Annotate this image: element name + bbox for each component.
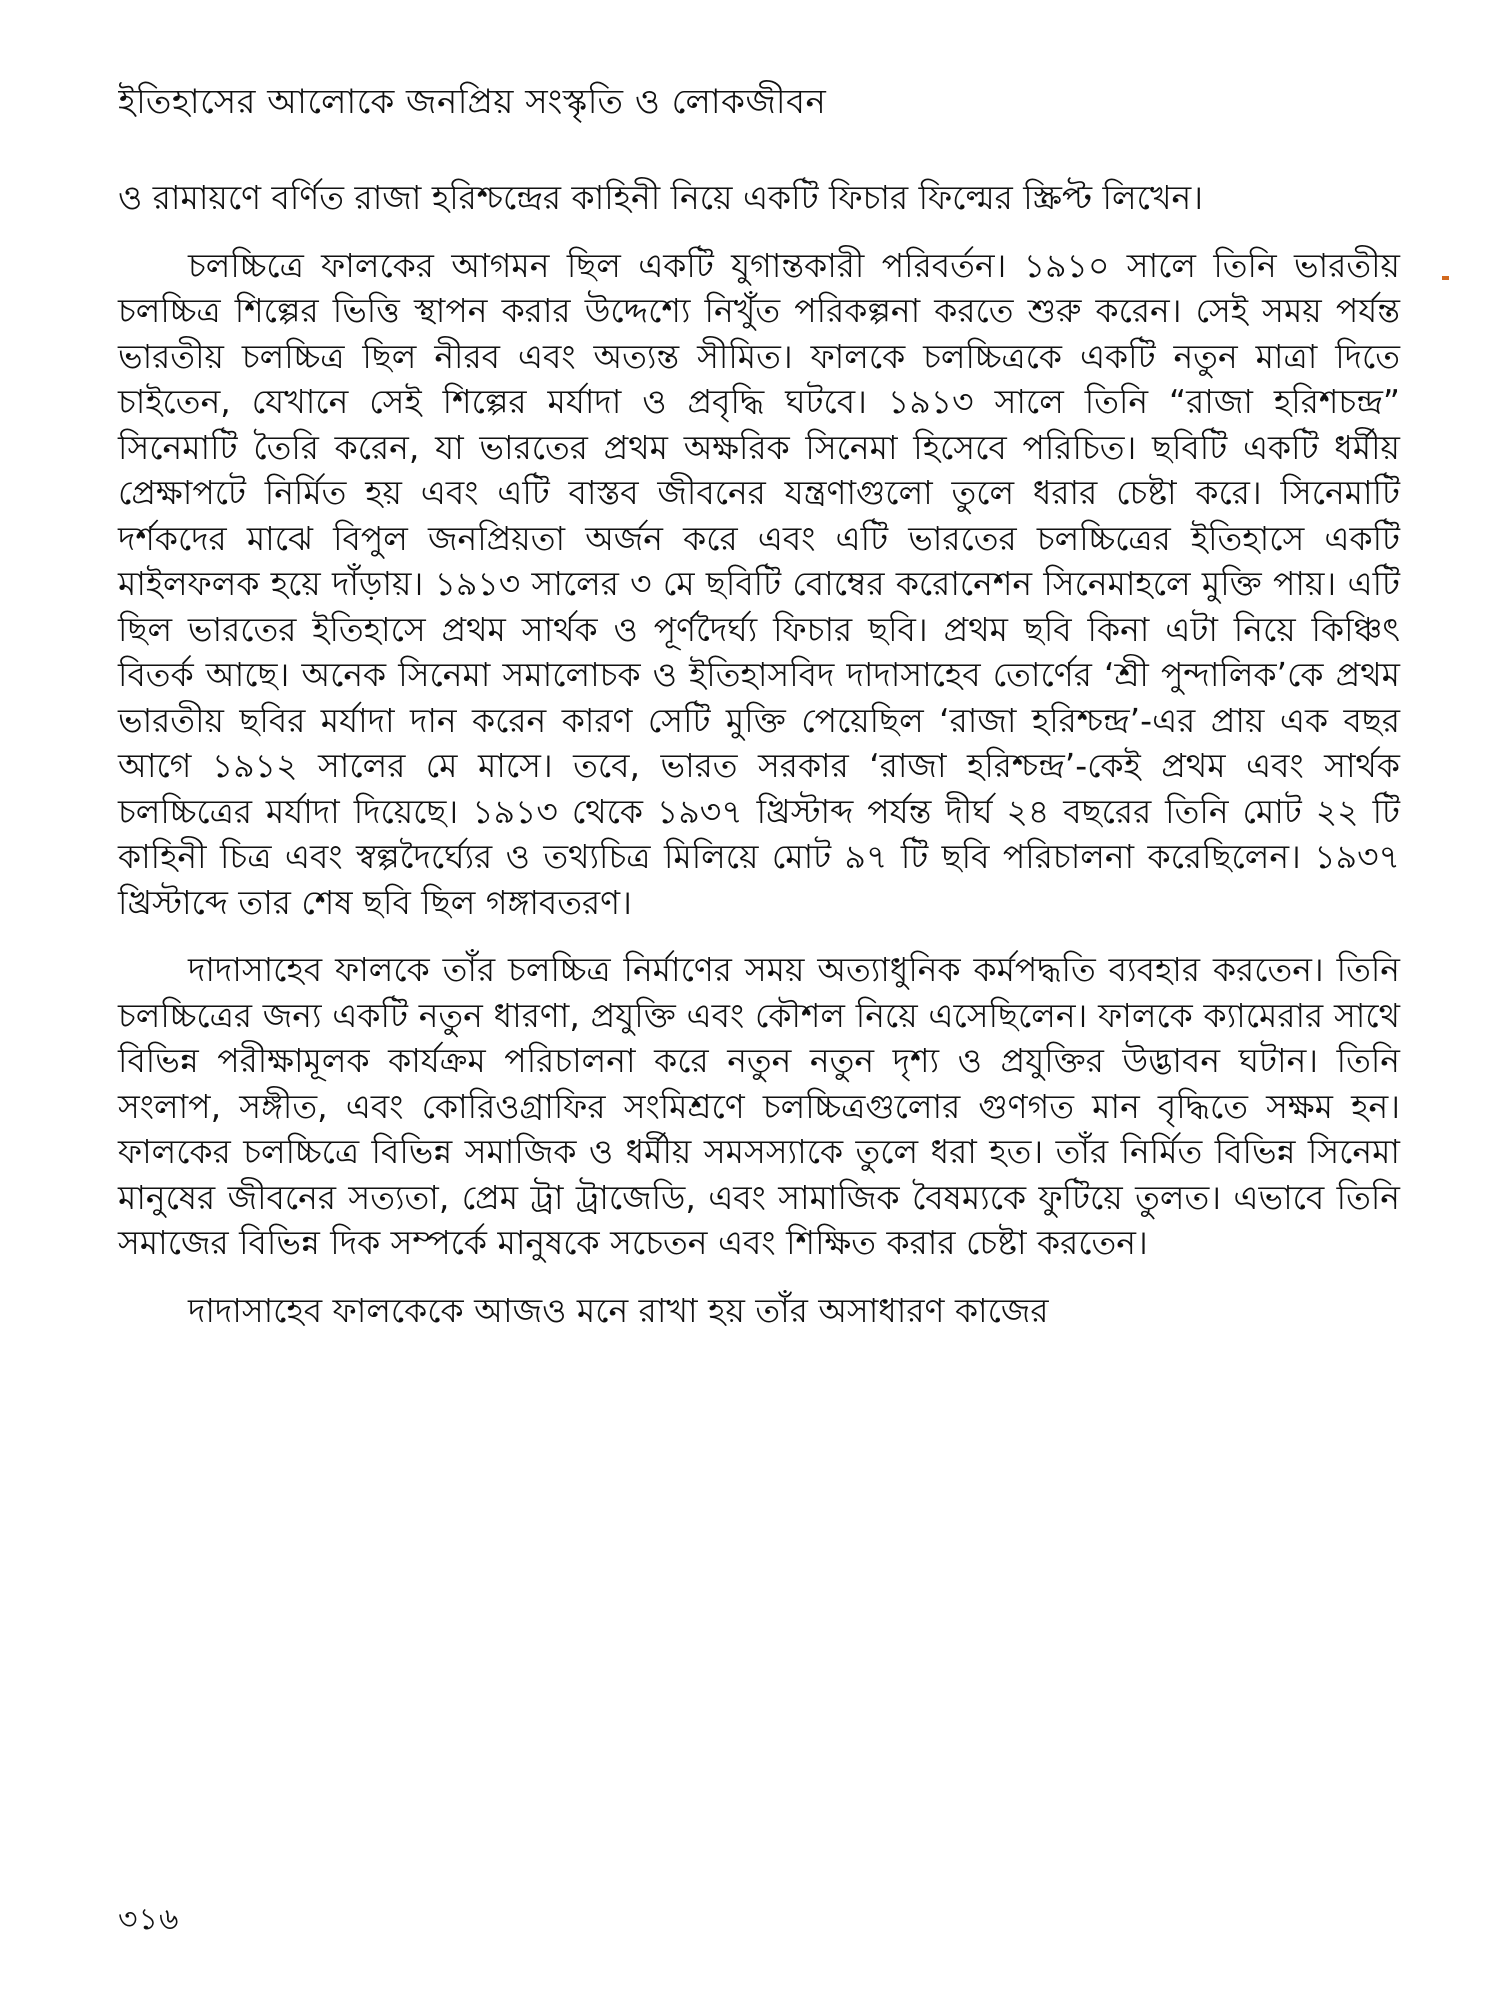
scan-speck-mark: [1442, 276, 1449, 280]
paragraph-phalke-legacy: দাদাসাহেব ফালকেকে আজও মনে রাখা হয় তাঁর অসাধারণ কাজের: [188, 1290, 1049, 1330]
paragraph-phalke-methods: দাদাসাহেব ফালকে তাঁর চলচ্চিত্র নির্মাণের সময় অত্যাধুনিক কর্মপদ্ধতি ব্যবহার করতেন। তিনি চলচ্চিত্রের জন্য একটি নতুন ধারণা, প্রযুক্তি এবং কৌশল নিয়ে এসেছিলেন। ফালকে ক্যামেরার সাথে বিভিন্ন পরীক্ষামূলক কার্যক্রম পরিচালনা করে নতুন নতুন দৃশ্য ও প্রযুক্তির উদ্ভাবন ঘটান। তিনি সংলাপ, সঙ্গীত, এবং কোরিওগ্রাফির সংমিশ্রণে চলচ্চিত্রগুলোর গুণগত মান বৃদ্ধিতে সক্ষম হন। ফালকের চলচ্চিত্রে বিভিন্ন সমাজিক ও ধর্মীয় সমসস্যাকে তুলে ধরা হত। তাঁর নির্মিত বিভিন্ন সিনেমা মানুষের জীবনের সত্যতা, প্রেম ট্রা ট্রাজেডি, এবং সামাজিক বৈষম্যকে ফুটিয়ে তুলত। এভাবে তিনি সমাজের বিভিন্ন দিক সম্পর্কে মানুষকে সচেতন এবং শিক্ষিত করার চেষ্টা করতেন।: [118, 950, 1400, 1262]
body-text: [118, 175, 1400, 1355]
paragraph-continued: ও রামায়ণে বর্ণিত রাজা হরিশ্চন্দ্রের কাহিনী নিয়ে একটি ফিচার ফিল্মের স্ক্রিপ্ট লিখেন।: [118, 178, 1204, 217]
paragraph-phalke-debut: চলচ্চিত্রে ফালকের আগমন ছিল একটি যুগান্তকারী পরিবর্তন। ১৯১০ সালে তিনি ভারতীয় চলচ্চিত্র শিল্পের ভিত্তি স্থাপন করার উদ্দেশ্যে নিখুঁত পরিকল্পনা করতে শুরু করেন। সেই সময় পর্যন্ত ভারতীয় চলচ্চিত্র ছিল নীরব এবং অত্যন্ত সীমিত। ফালকে চলচ্চিত্রকে একটি নতুন মাত্রা দিতে চাইতেন, যেখানে সেই শিল্পের মর্যাদা ও প্রবৃদ্ধি ঘটবে। ১৯১৩ সালে তিনি “রাজা হরিশচন্দ্র” সিনেমাটি তৈরি করেন, যা ভারতের প্রথম অক্ষরিক সিনেমা হিসেবে পরিচিত। ছবিটি একটি ধর্মীয় প্রেক্ষাপটে নির্মিত হয় এবং এটি বাস্তব জীবনের যন্ত্রণাগুলো তুলে ধরার চেষ্টা করে। সিনেমাটি দর্শকদের মাঝে বিপুল জনপ্রিয়তা অর্জন করে এবং এটি ভারতের চলচ্চিত্রের ইতিহাসে একটি মাইলফলক হয়ে দাঁড়ায়। ১৯১৩ সালের ৩ মে ছবিটি বোম্বের করোনেশন সিনেমাহলে মুক্তি পায়। এটি ছিল ভারতের ইতিহাসে প্রথম সার্থক ও পূর্ণদৈর্ঘ্য ফিচার ছবি। প্রথম ছবি কিনা এটা নিয়ে কিঞ্চিৎ বিতর্ক আছে। অনেক সিনেমা সমালোচক ও ইতিহাসবিদ দাদাসাহেব তোর্ণের ‘শ্রী পুন্দালিক’কে প্রথম ভারতীয় ছবির মর্যাদা দান করেন কারণ সেটি মুক্তি পেয়েছিল ‘রাজা হরিশ্চন্দ্র’-এর প্রায় এক বছর আগে ১৯১২ সালের মে মাসে। তবে, ভারত সরকার ‘রাজা হরিশ্চন্দ্র’-কেই প্রথম এবং সার্থক চলচ্চিত্রের মর্যাদা দিয়েছে। ১৯১৩ থেকে ১৯৩৭ খ্রিস্টাব্দ পর্যন্ত দীর্ঘ ২৪ বছরের তিনি মোট ২২ টি কাহিনী চিত্র এবং স্বল্পদৈর্ঘ্যের ও তথ্যচিত্র মিলিয়ে মোট ৯৭ টি ছবি পরিচালনা করেছিলেন। ১৯৩৭ খ্রিস্টাব্দে তার শেষ ছবি ছিল গঙ্গাবতরণ।: [118, 245, 1400, 922]
running-header: ইতিহাসের আলোকে জনপ্রিয় সংস্কৃতি ও লোকজীবন: [118, 82, 827, 122]
page-number: ৩১৬: [118, 1902, 180, 1937]
